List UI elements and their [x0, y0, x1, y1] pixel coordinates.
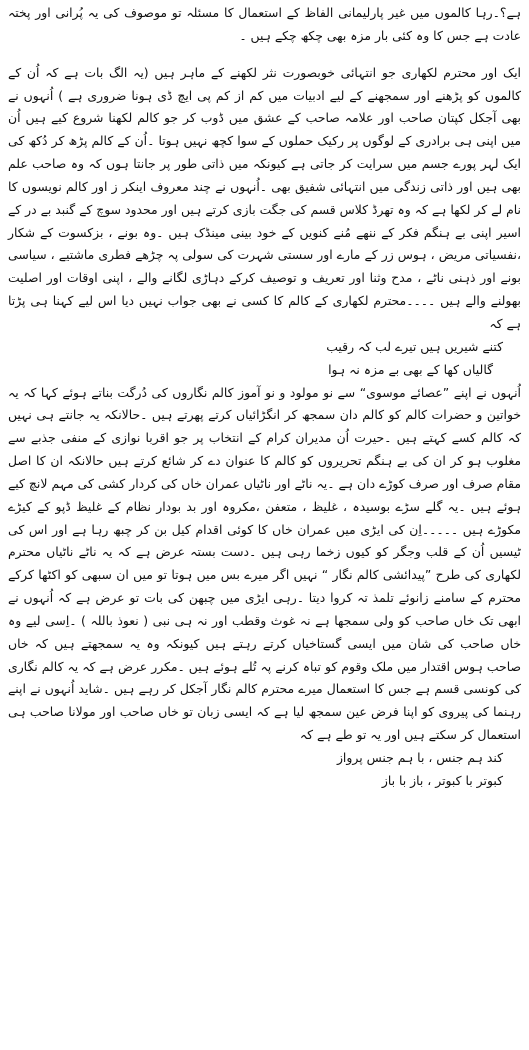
- paragraph-3: اُنہوں نے اپنے ”عصائے موسوی“ سے نو مولود و نو آموز کالم نگاروں کی دُرگت بناتے ہوئے کہا کہ یہ خواتین و حضرات کالم کو کالم دان سمجھ کر انگڑائیاں کرتے پھرتے ہیں ۔حالانکہ یہ جانتے ہی نہیں کہ کالم کسے کہتے ہیں ۔حیرت اُن مدیران کرام کے انتخاب پر جو اقربا نوازی کے منفی جذبے سے مغلوب ہو کر ان کی بے ہنگم تحریروں کو کالم کا عنوان دے کر شائع کرتے ہیں حالانکہ ان کا اصل مقام صرف اور صرف کوڑے دان ہے ۔یہ ناٹے اور ناٹیاں عمران خاں کی کردار کشی کی مہم لانچ کیے ہوئے ہیں ۔یہ گلے سڑے بوسیدہ ، غلیظ ، متعفن ،مکروہ اور بد بودار نظام کے غلیظ ڈپو کے کیڑے مکوڑے ہیں ۔۔۔۔۔اِن کی ایڑی میں عمران خاں کا کوئی اقدام کیل بن کر چبھ رہا ہے اور اس کی ٹیسیں اُن کے قلب وجگر کو کیوں زخما رہی ہیں ۔دست بستہ عرض ہے کہ یہ ناٹے ناٹیاں محترم لکھاری کی طرح ”پیدائشی کالم نگار “ نہیں اگر میرے بس میں ہوتا تو میں ان سبھی کو اکٹھا کرکے محترم کے سامنے زانوئے تلمذ تہ کروا دیتا ۔رہی ایڑی میں چبھن کی بات تو عرض ہے کہ اُنہوں نے ابھی تک خاں صاحب کو ولی سمجھا ہے نہ غوث وقطب اور نہ ہی نبی ( نعوذ باللہ ) ۔اِسی لیے وہ خاں صاحب کی شان میں ایسی گستاخیاں کرتے رہتے ہیں کیونکہ وہ یہ سمجھتے ہیں کہ خاں صاحب ہوس اقتدار میں ملک وقوم کو تباہ کرنے پہ تُلے ہوئے ہیں ۔مکرر عرض ہے کہ یہ کالم نگاری کی کونسی قسم ہے جس کا استعمال میرے محترم کالم نگار آجکل کر رہے ہیں ۔شاید اُنہوں نے اپنے رہنما کی پیروی کو اپنا فرض عین سمجھ لیا ہے کہ ایسی زبان تو خاں صاحب اور مولانا صاحب ہی استعمال کر سکتے ہیں اور یہ تو طے ہے کہ: [8, 384, 521, 743]
- paragraph-gap: [8, 48, 521, 62]
- verse-2-line-2: کبوتر با کبوتر ، باز با باز: [381, 772, 503, 788]
- verse-1-line-2: گالیاں کھا کے بھی بے مزہ نہ ہوا: [328, 361, 493, 377]
- verse-2-line-1: کند ہم جنس ، با ہم جنس پرواز: [336, 750, 503, 765]
- verse-1-line-1: کتنے شیریں ہیں تیرے لب کہ رقیب: [326, 338, 503, 354]
- paragraph-1: ہے؟۔رہا کالموں میں غیر پارلیمانی الفاظ کے استعمال کا مسئلہ تو موصوف کی یہ پُرانی اور پختہ عادت ہے جس کا وہ کئی بار مزہ بھی چکھ چکے ہیں ۔: [8, 5, 521, 43]
- paragraph-2: ایک اور محترم لکھاری جو انتہائی خوبصورت نثر لکھنے کے ماہر ہیں (یہ الگ بات ہے کہ اُن کے کالموں کو پڑھنے اور سمجھنے کے لیے ادبیات میں کم از کم پی ایچ ڈی ہونا ضروری ہے ) اُنہوں نے بھی آجکل کپتان صاحب اور علامہ صاحب کے عشق میں ڈوب کر جو کالم لکھنا شروع کیے ہیں اُن میں اپنی ہی برادری کے لوگوں پر رکیک حملوں کے سوا کچھ نہیں ہوتا ۔اُن کے کالم پڑھ کر دُکھ کی ایک لہر پورے جسم میں سرایت کر جاتی ہے کیونکہ میں ذاتی طور پر جانتا ہوں کہ وہ صاحب علم بھی ہیں اور ذاتی زندگی میں انتہائی شفیق بھی ۔اُنہوں نے چند معروف اینکر ز اور کالم نویسوں کا نام لے کر لکھا ہے کہ وہ تھرڈ کلاس قسم کی جگت بازی کرتے ہیں اور محدود سوچ کے گنبد بے در کے اسیر اپنی بے ہنگم فکر کے ننھے مُنے کنویں کے خود بینی مینڈک ہیں ۔وہ بونے ، بزکسوت کے شکار ،نفسیاتی مریض ، ہوس زر کے مارے اور سستی شہرت کی سولی پہ چڑھے فطری ماشتیے ، سیاسی بونے اور ذہنی ناٹے ، مدح وثنا اور تعریف و توصیف کرکے دہاڑی لگانے والے ، اپنی اوقات اور اصلیت بھولنے والے ہیں ۔۔۔۔محترم لکھاری کے کالم کا کسی نے بھی جواب نہیں دیا اس لیے کہنا ہی پڑتا ہے کہ: [8, 64, 521, 331]
